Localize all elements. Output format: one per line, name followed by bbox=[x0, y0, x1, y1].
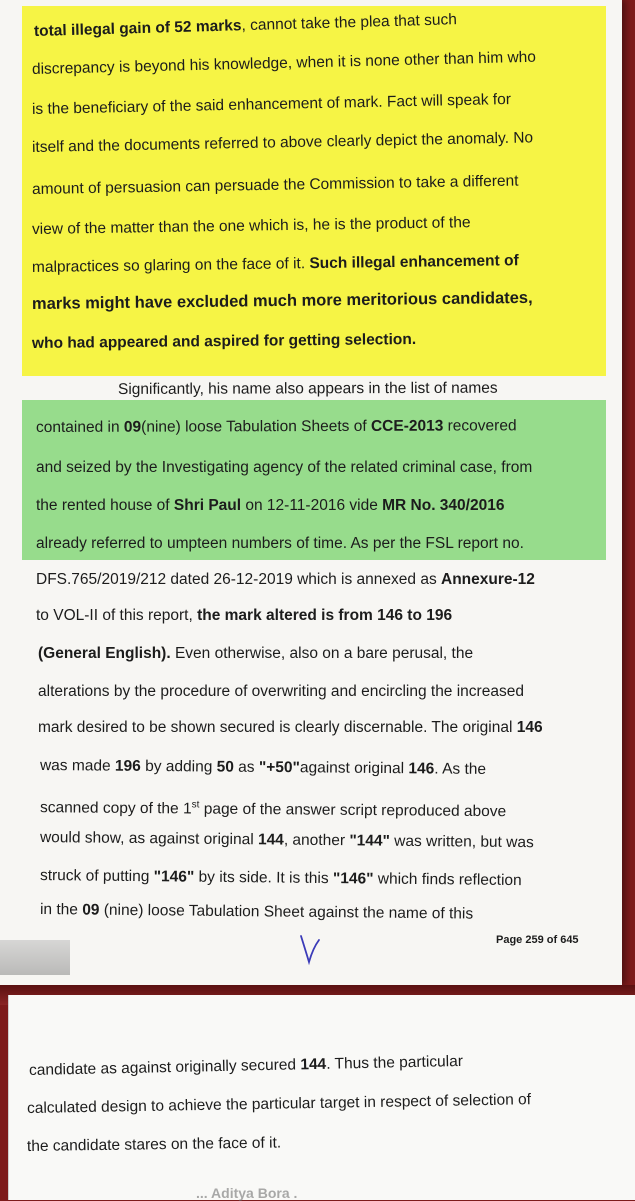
page-number: Page 259 of 645 bbox=[496, 934, 579, 946]
text-line-20: was made 196 by adding 50 as "+50"against original 146. As the bbox=[39, 757, 487, 778]
page2-text-line-3: the candidate stares on the face of it. bbox=[26, 1134, 282, 1155]
text-line-17: (General English). Even otherwise, also on a bare perusal, the bbox=[38, 645, 474, 662]
text-line-6: view of the matter than the one which is, he is the product of the bbox=[31, 214, 471, 238]
text-line-22: would show, as against original 144, another "144" was written, but was bbox=[39, 829, 534, 852]
text-line-19: mark desired to be shown secured is clearly discernable. The original 146 bbox=[38, 719, 543, 736]
text-line-9: who had appeared and aspired for getting selection. bbox=[31, 330, 417, 352]
text-line-11: contained in 09(nine) loose Tabulation Sheets of CCE-2013 recovered bbox=[35, 417, 517, 436]
text-line-3: is the beneficiary of the said enhancement of mark. Fact will speak for bbox=[31, 90, 512, 118]
text-line-23: struck of putting "146" by its side. It is this "146" which finds reflection bbox=[39, 867, 522, 890]
text-line-21: scanned copy of the 1st page of the answer script reproduced above bbox=[39, 799, 507, 821]
text-line-1: total illegal gain of 52 marks, cannot take the plea that such bbox=[33, 11, 458, 40]
text-line-15: DFS.765/2019/212 dated 26-12-2019 which is annexed as Annexure-12 bbox=[36, 571, 535, 588]
text-line-12: and seized by the Investigating agency of the related criminal case, from bbox=[36, 459, 533, 476]
text-line-16: to VOL-II of this report, the mark altered is from 146 to 196 bbox=[36, 607, 453, 624]
text-line-5: amount of persuasion can persuade the Commission to take a different bbox=[31, 172, 519, 198]
text-line-14: already referred to umpteen numbers of time. As per the FSL report no. bbox=[36, 535, 524, 552]
text-line-24: in the 09 (nine) loose Tabulation Sheet against the name of this bbox=[39, 901, 474, 923]
text-line-10: Significantly, his name also appears in the list of names bbox=[117, 379, 498, 398]
text-line-13: the rented house of Shri Paul on 12-11-2016 vide MR No. 340/2016 bbox=[36, 497, 505, 514]
page2-text-line-2: calculated design to achieve the particular target in respect of selection of bbox=[26, 1091, 532, 1117]
text-line-4: itself and the documents referred to above clearly depict the anomaly. No bbox=[31, 129, 534, 156]
page2-text-line-1: candidate as against originally secured 144. Thus the particular bbox=[28, 1052, 464, 1079]
partial-text-bottom: ... Aditya Bora . bbox=[196, 1185, 298, 1201]
text-line-7: malpractices so glaring on the face of it. Such illegal enhancement of bbox=[31, 252, 519, 276]
page-fold-shadow bbox=[0, 940, 70, 975]
text-line-8: marks might have excluded much more meritorious candidates, bbox=[31, 288, 533, 313]
document-page-260 bbox=[8, 995, 635, 1200]
tick-mark-icon bbox=[298, 932, 322, 971]
text-line-18: alterations by the procedure of overwriting and encircling the increased bbox=[38, 683, 524, 700]
text-line-2: discrepancy is beyond his knowledge, when it is none other than him who bbox=[31, 48, 537, 78]
